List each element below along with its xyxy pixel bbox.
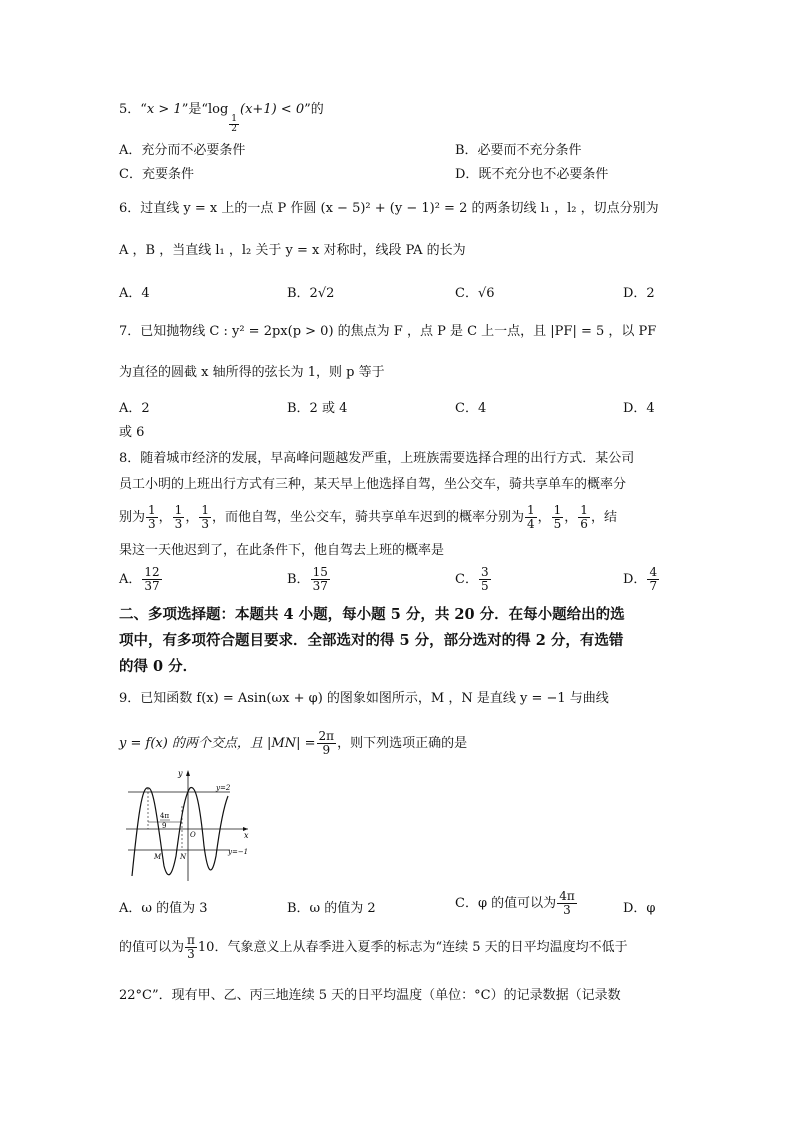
section2-heading-line2: 项中，有多项符合题目要求．全部选对的得 5 分，部分选对的得 2 分，有选错 (119, 632, 624, 649)
q6-option-a: A．4 (119, 286, 150, 301)
q9-line1: 9．已知函数 f(x) = Asin(ωx + φ) 的图象如图所示，M ，N 是直线 y = −1 与曲线 (119, 691, 609, 706)
q7-line1: 7．已知抛物线 C : y² = 2px(p > 0) 的焦点为 F ，点 P 是 C 上一点，且 |PF| = 5 ，以 PF (119, 324, 657, 339)
q9-option-a: A．ω 的值为 3 (119, 901, 208, 916)
q7-option-a: A．2 (119, 401, 150, 416)
prob-frac-3: $\frac{1}{3}$ (201, 503, 209, 531)
prob-frac-2: $\frac{1}{3}$ (174, 503, 183, 531)
q5-option-d: D．既不充分也不必要条件 (455, 167, 609, 182)
q8-line2: 员工小明的上班出行方式有三种，某天早上他选择自驾，坐公交车，骑共享单车的概率分 (119, 477, 627, 492)
q9-line2: y = f(x) 的两个交点，且 |MN| = $\frac{2\pi}{9}$ ，则下列选项正确的是 (119, 729, 468, 757)
q7-option-b: B．2 或 4 (287, 401, 348, 416)
label-y-minus1: y=−1 (228, 848, 249, 856)
y-axis-arrow-icon (186, 770, 190, 776)
late-frac-1: $\frac{1}{4}$ (526, 503, 535, 531)
q8-option-d: D． $\frac{4}{7}$ (623, 565, 658, 593)
period-label-denominator: 9 (162, 822, 167, 830)
q5-option-c: C．充要条件 (119, 167, 194, 182)
y-axis-label: y (178, 769, 183, 778)
prob-frac-1: $\frac{1}{3}$ (148, 503, 156, 531)
q8-line4: 果这一天他迟到了，在此条件下，他自驾去上班的概率是 (119, 543, 445, 558)
label-m: M (154, 853, 162, 861)
late-frac-3: $\frac{1}{6}$ (580, 503, 588, 531)
label-n: N (180, 853, 187, 861)
q7-option-d-overflow: 或 6 (119, 425, 145, 440)
q5-option-a: A．充分而不必要条件 (119, 143, 246, 158)
q9-option-d: D．φ (623, 901, 656, 916)
q7-option-d: D．4 (623, 401, 655, 416)
section2-heading-line1: 二、多项选择题：本题共 4 小题，每小题 5 分，共 20 分．在每小题给出的选 (119, 606, 625, 623)
label-y2: y=2 (216, 784, 231, 792)
q6-line2: A ，B ，当直线 l₁ ，l₂ 关于 y = x 对称时，线段 PA 的长为 (119, 243, 466, 258)
q5-stem: 5．“x > 1”是“log $\frac{1}{2}$ (x+1) < 0”的 (119, 102, 324, 134)
q9-option-b: B．ω 的值为 2 (287, 901, 376, 916)
period-label-numerator: 4π (160, 812, 170, 820)
q8-line3: 别为 $\frac{1}{3}$ ， $\frac{1}{3}$ ， $\frac{1}{3}$ ，而他自驾，坐公交车，骑共享单车迟到的概率分别为 $\frac{1}{4}$ ， $\frac{1}{5}$ ， $\frac{1}{6}$ ，结 (119, 503, 617, 531)
q6-line1: 6．过直线 y = x 上的一点 P 作圆 (x − 5)² + (y − 1)² = 2 的两条切线 l₁ ，l₂ ，切点分别为 (119, 201, 659, 216)
q9-overflow-and-q10-line1: 的值可以为 $\frac{\pi}{3}$ 10．气象意义上从春季进入夏季的标志为“连续 5 天的日平均温度均不低于 (119, 933, 628, 961)
q7-line2: 为直径的圆截 x 轴所得的弦长为 1，则 p 等于 (119, 365, 385, 380)
label-origin: O (190, 831, 196, 839)
q9-option-c: C．φ 的值可以为 $\frac{4\pi}{3}$ (455, 889, 575, 917)
late-frac-2: $\frac{1}{5}$ (553, 503, 562, 531)
q6-option-b: B．2√2 (287, 286, 335, 301)
q6-option-c: C．√6 (455, 286, 495, 301)
q5-option-b: B．必要而不充分条件 (455, 143, 582, 158)
q8-line1: 8．随着城市经济的发展，早高峰问题越发严重，上班族需要选择合理的出行方式．某公司 (119, 451, 635, 466)
q10-line2: 22°C”．现有甲、乙、丙三地连续 5 天的日平均温度（单位：°C）的记录数据（记录数 (119, 988, 621, 1003)
q8-option-b: B． $\frac{15}{37}$ (287, 565, 328, 593)
section2-heading-line3: 的得 0 分． (119, 658, 198, 675)
q7-option-c: C．4 (455, 401, 487, 416)
q6-option-d: D．2 (623, 286, 655, 301)
sine-curve (132, 788, 228, 876)
q8-option-a: A． $\frac{12}{37}$ (119, 565, 160, 593)
sine-graph-figure (120, 766, 260, 884)
q8-option-c: C． $\frac{3}{5}$ (455, 565, 489, 593)
x-axis-label: x (244, 831, 249, 840)
